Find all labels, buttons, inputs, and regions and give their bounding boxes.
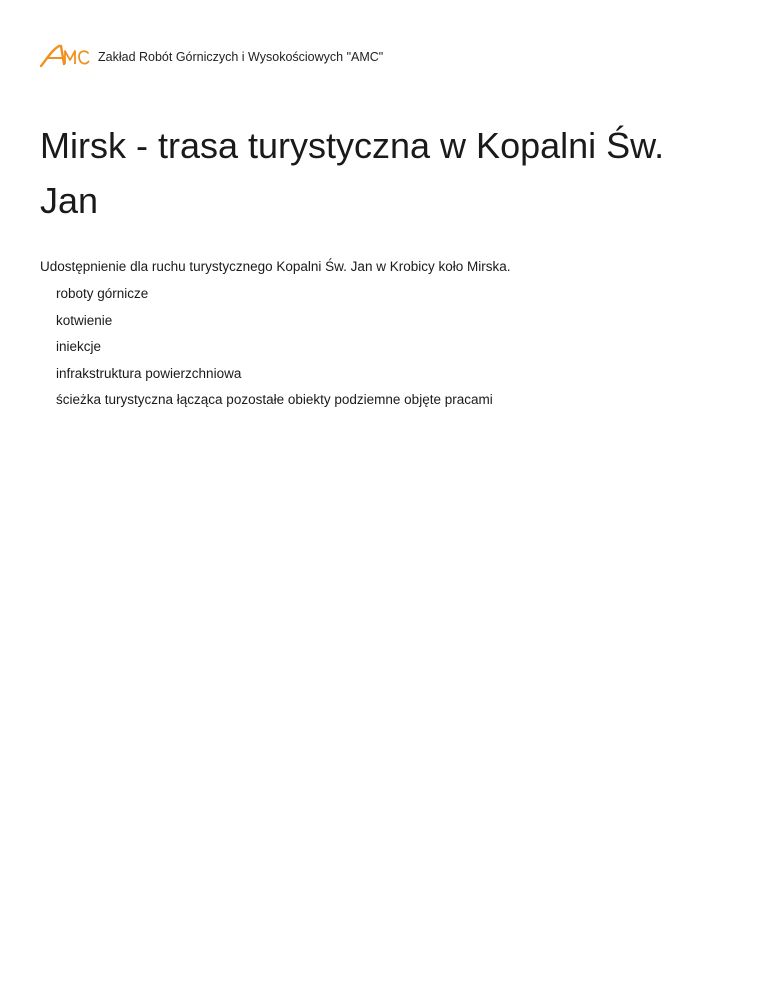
amc-logo <box>40 44 90 68</box>
works-list <box>56 284 493 417</box>
company-name: Zakład Robót Górniczych i Wysokościowych "AMC" <box>98 50 384 64</box>
list-item: iniekcje <box>56 339 102 354</box>
list-item: infrakstruktura powierzchniowa <box>56 365 242 381</box>
page-header <box>40 43 383 69</box>
list-item: kotwienie <box>56 312 113 328</box>
list-item: ścieżka turystyczna łącząca pozostałe obiekty podziemne objęte pracami <box>56 392 493 407</box>
intro-text: Udostępnienie dla ruchu turystycznego Kopalni Św. Jan w Krobicy koło Mirska. <box>40 259 511 274</box>
list-item: roboty górnicze <box>56 286 149 301</box>
page-title: Mirsk - trasa turystyczna w Kopalni Św. Jan <box>40 125 665 221</box>
